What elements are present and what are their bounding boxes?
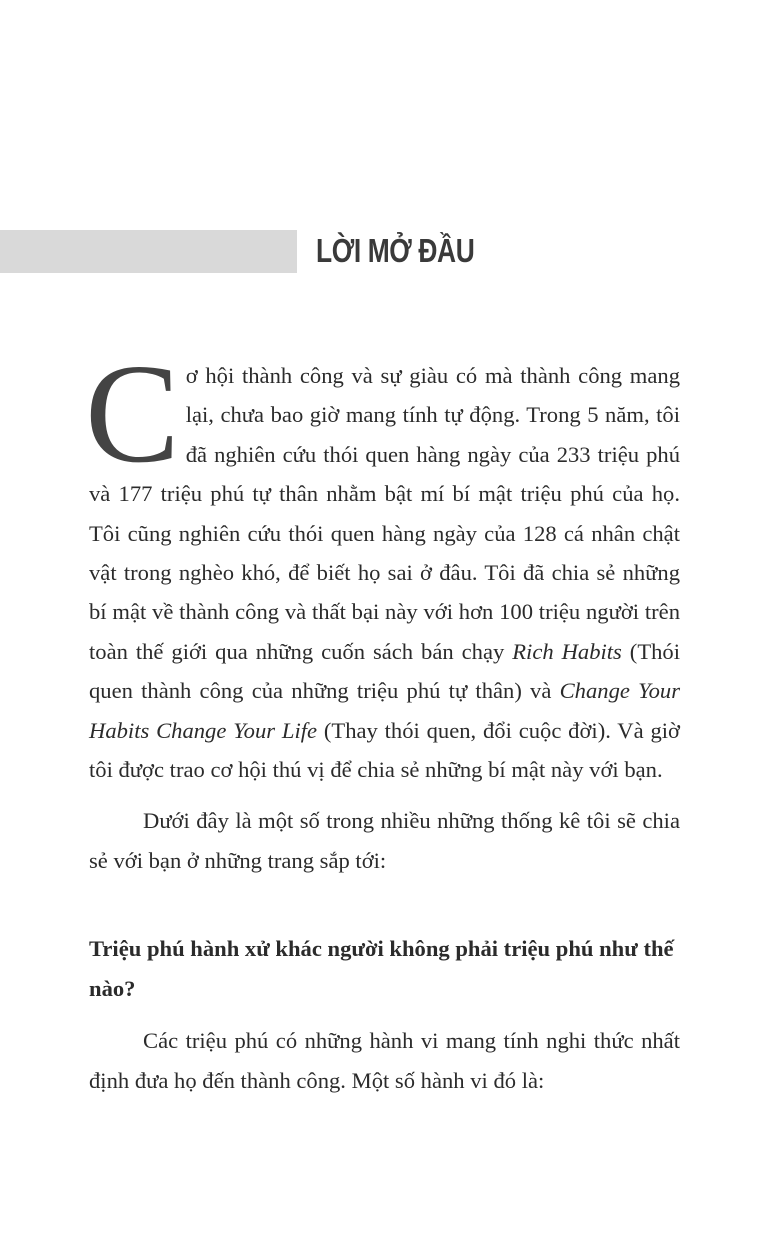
behaviors-paragraph: Các triệu phú có những hành vi mang tính nghi thức nhất định đưa họ đến thành công. Một số hành vi đó là: (89, 1028, 680, 1093)
drop-cap: C (85, 334, 180, 492)
chapter-title: LỜI MỞ ĐẦU (316, 232, 475, 269)
book-title-rich-habits: Rich Habits (512, 638, 622, 664)
section-heading: Triệu phú hành xử khác người không phải triệu phú như thế nào? (89, 936, 674, 1001)
statistics-intro-paragraph: Dưới đây là một số trong nhiều những thống kê tôi sẽ chia sẻ với bạn ở những trang sắp tới: (89, 808, 680, 873)
chapter-title-bar (0, 230, 297, 273)
book-title-change-your-habits: Change Your Habits Change Your Life (89, 678, 680, 743)
intro-text-3: (Thay thói quen, đổi cuộc đời). Và giờ tôi được trao cơ hội thú vị để chia sẻ những bí mật này với bạn. (89, 717, 680, 783)
page-content (85, 334, 680, 1100)
intro-text-2: (Thói quen thành công của những triệu phú tự thân) và (89, 638, 680, 704)
intro-text-1: ơ hội thành công và sự giàu có mà thành công mang lại, chưa bao giờ mang tính tự động. Trong 5 năm, tôi đã nghiên cứu thói quen hàng ngày của 233 triệu phú và 177 triệu phú tự thân nhằm bật mí bí mật triệu phú của họ. Tôi cũng nghiên cứu thói quen hàng ngày của 128 cá nhân chật vật trong nghèo khó, để biết họ sai ở đâu. Tôi đã chia sẻ những bí mật về thành công và thất bại này với hơn 100 triệu người trên toàn thế giới qua những cuốn sách bán chạy (89, 363, 680, 664)
intro-paragraph (85, 334, 680, 789)
